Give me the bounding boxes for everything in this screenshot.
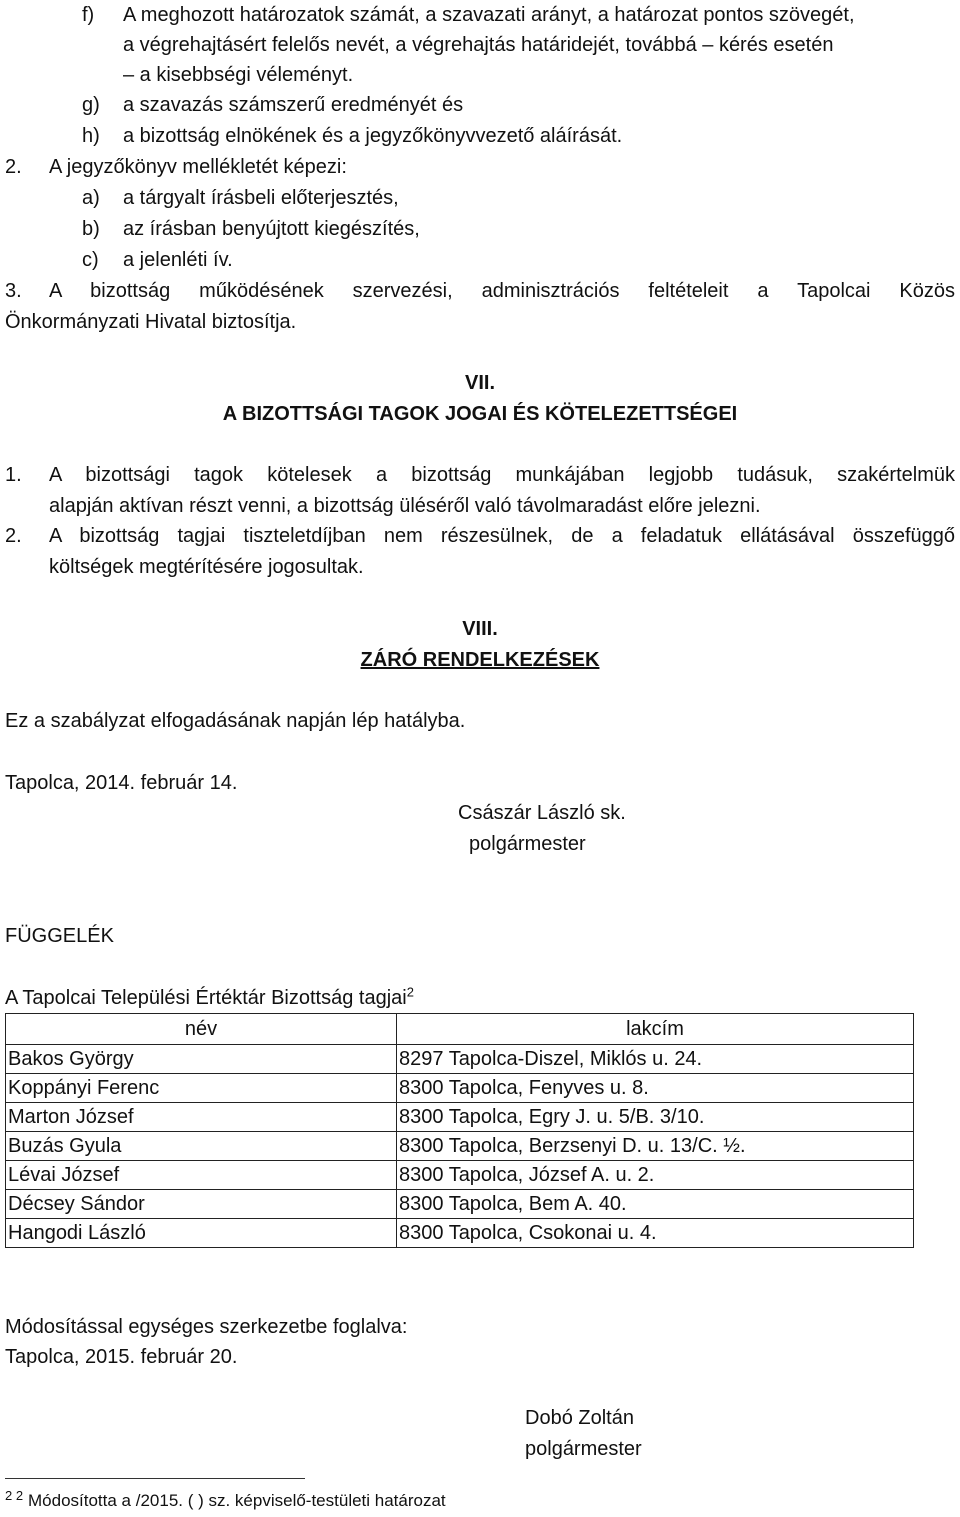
point-2-marker: 2.: [5, 156, 22, 178]
appendix-caption-text: A Tapolcai Települési Értéktár Bizottság tagjai: [5, 987, 407, 1009]
list-marker-c: c): [82, 249, 99, 271]
signatory-1-title: polgármester: [469, 833, 586, 855]
appendix-caption: [5, 986, 414, 1010]
item-f-line-3: – a kisebbségi véleményt.: [123, 64, 354, 86]
member-address: 8300 Tapolca, Egry J. u. 5/B. 3/10.: [397, 1103, 914, 1132]
chapter-vii-title: A BIZOTTSÁGI TAGOK JOGAI ÉS KÖTELEZETTSÉGEI: [222, 403, 738, 425]
table-row: [6, 1045, 914, 1074]
chapter-viii-title: ZÁRÓ RENDELKEZÉSEK: [360, 649, 600, 671]
footnote-marker: 2 2: [5, 1488, 24, 1503]
vii-1-line-1: A bizottsági tagok kötelesek a bizottság munkájában legjobb tudásuk, szakértelmük: [49, 464, 955, 486]
list-marker-g: g): [82, 94, 100, 116]
appendix-heading: FÜGGELÉK: [5, 925, 114, 947]
member-name: Décsey Sándor: [6, 1190, 397, 1219]
member-address: 8300 Tapolca, Bem A. 40.: [397, 1190, 914, 1219]
table-row: [6, 1103, 914, 1132]
item-g-text: a szavazás számszerű eredményét és: [123, 94, 464, 116]
signatory-2-title: polgármester: [525, 1438, 642, 1460]
effective-clause: Ez a szabályzat elfogadásának napján lép hatályba.: [5, 710, 466, 732]
member-name: Hangodi László: [6, 1219, 397, 1248]
consolidation-note: Módosítással egységes szerkezetbe foglalva:: [5, 1316, 408, 1338]
footnote-text: Módosította a /2015. ( ) sz. képviselő-testületi határozat: [28, 1491, 446, 1510]
members-table: [5, 1013, 914, 1248]
chapter-vii-number: VII.: [464, 372, 495, 394]
footnote-ref: 2: [406, 984, 414, 1000]
annex-item-b: az írásban benyújtott kiegészítés,: [123, 218, 420, 240]
table-row: [6, 1190, 914, 1219]
table-row: [6, 1074, 914, 1103]
member-address: 8300 Tapolca, Berzsenyi D. u. 13/C. ½.: [397, 1132, 914, 1161]
member-name: Lévai József: [6, 1161, 397, 1190]
member-name: Bakos György: [6, 1045, 397, 1074]
place-date-2014: Tapolca, 2014. február 14.: [5, 772, 238, 794]
item-f-line-1: A meghozott határozatok számát, a szavazati arányt, a határozat pontos szövegét,: [123, 4, 855, 26]
list-marker-h: h): [82, 125, 100, 147]
annex-item-c: a jelenléti ív.: [123, 249, 233, 271]
member-name: Marton József: [6, 1103, 397, 1132]
table-header-row: [6, 1014, 914, 1045]
annex-item-a: a tárgyalt írásbeli előterjesztés,: [123, 187, 399, 209]
table-row: [6, 1161, 914, 1190]
column-header-name: név: [6, 1014, 397, 1045]
point-2-text: A jegyzőkönyv mellékletét képezi:: [49, 156, 347, 178]
table-row: [6, 1219, 914, 1248]
list-marker-b: b): [82, 218, 100, 240]
member-address: 8300 Tapolca, Fenyves u. 8.: [397, 1074, 914, 1103]
vii-1-marker: 1.: [5, 464, 22, 486]
vii-1-line-2: alapján aktívan részt venni, a bizottság üléséről való távolmaradást előre jelezni.: [49, 495, 761, 517]
member-address: 8300 Tapolca, Csokonai u. 4.: [397, 1219, 914, 1248]
vii-2-line-2: költségek megtérítésére jogosultak.: [49, 556, 364, 578]
list-marker-f: f): [82, 4, 95, 26]
vii-2-marker: 2.: [5, 525, 22, 547]
point-3-line-1: A bizottság működésének szervezési, adminisztrációs feltételeit a Tapolcai Közös: [49, 280, 955, 302]
vii-2-line-1: A bizottság tagjai tiszteletdíjban nem részesülnek, de a feladatuk ellátásával összefüggő: [49, 525, 955, 547]
column-header-address: lakcím: [397, 1014, 914, 1045]
chapter-viii-number: VIII.: [462, 618, 498, 640]
member-name: Buzás Gyula: [6, 1132, 397, 1161]
place-date-2015: Tapolca, 2015. február 20.: [5, 1346, 238, 1368]
signatory-2-name: Dobó Zoltán: [525, 1407, 634, 1429]
item-h-text: a bizottság elnökének és a jegyzőkönyvvezető aláírását.: [123, 125, 623, 147]
table-row: [6, 1132, 914, 1161]
member-address: 8297 Tapolca-Diszel, Miklós u. 24.: [397, 1045, 914, 1074]
member-address: 8300 Tapolca, József A. u. 2.: [397, 1161, 914, 1190]
signatory-1-name: Császár László sk.: [458, 802, 626, 824]
point-3-line-2: Önkormányzati Hivatal biztosítja.: [5, 311, 297, 333]
member-name: Koppányi Ferenc: [6, 1074, 397, 1103]
footnote-separator: [5, 1478, 305, 1479]
point-3-marker: 3.: [5, 280, 22, 302]
item-f-line-2: a végrehajtásért felelős nevét, a végrehajtás határidejét, továbbá – kérés esetén: [123, 34, 834, 56]
list-marker-a: a): [82, 187, 100, 209]
